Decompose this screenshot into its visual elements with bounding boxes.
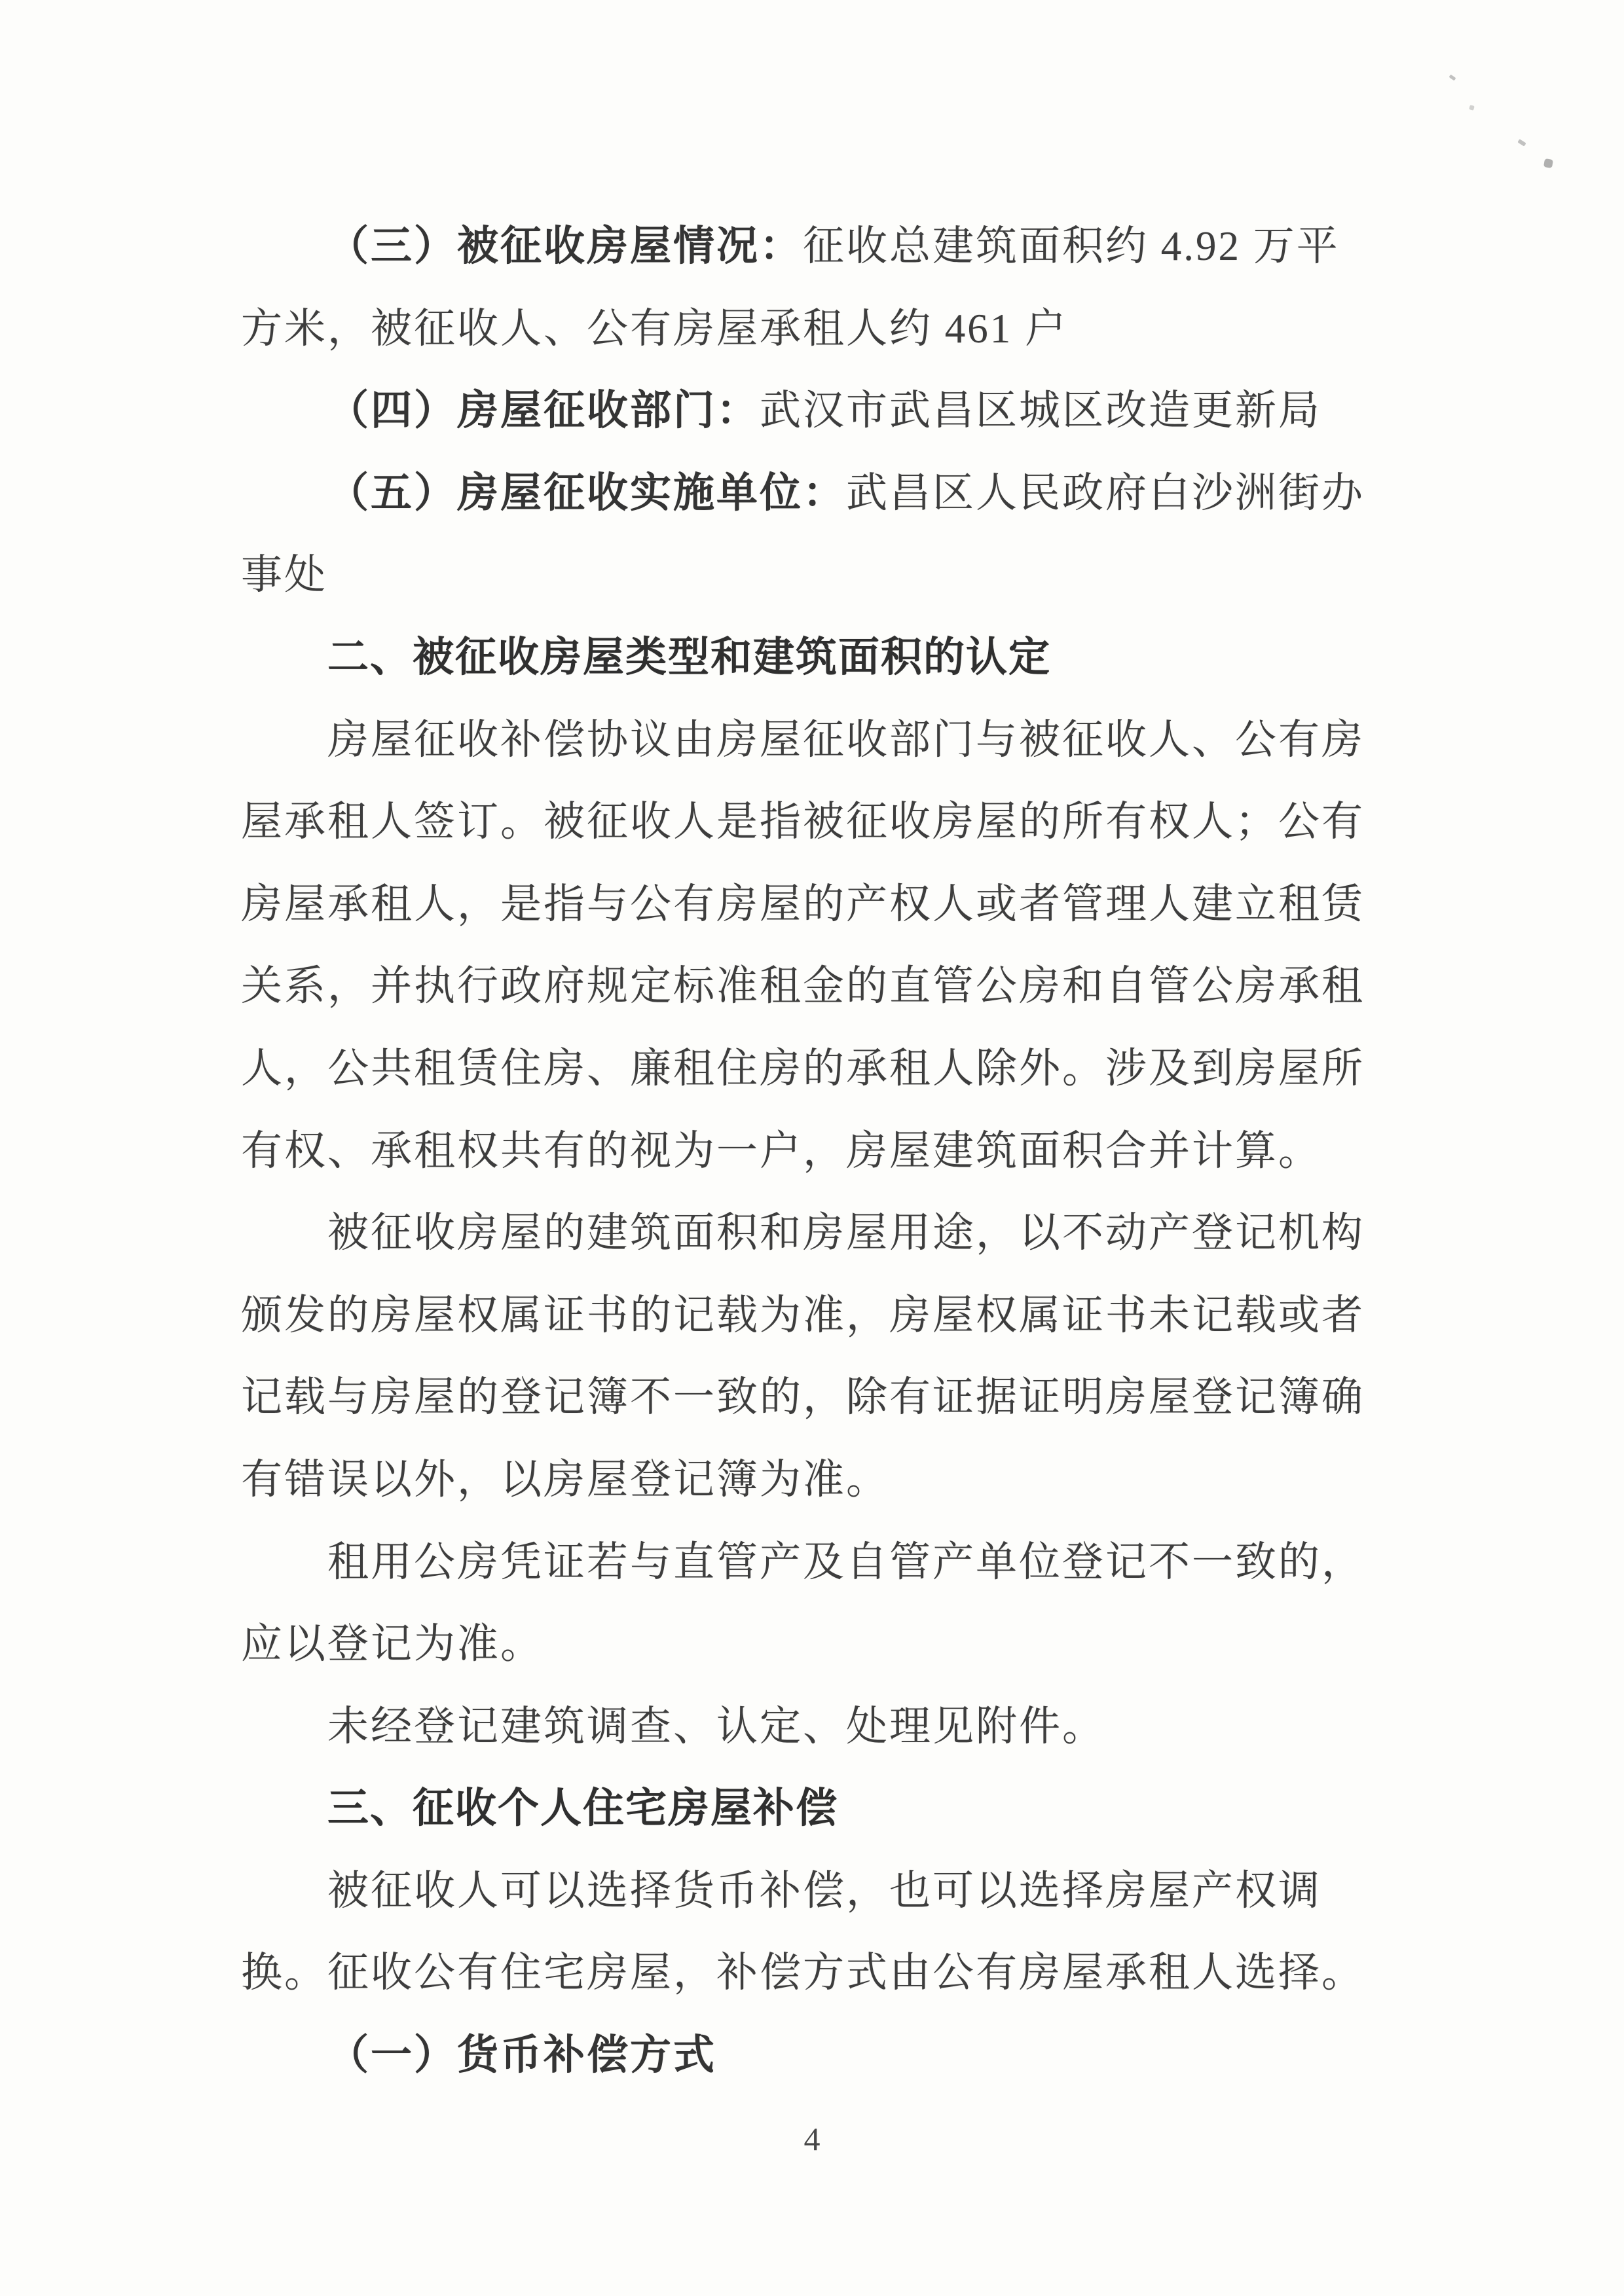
text-line [241,781,1384,864]
scan-speck [1469,105,1475,111]
scan-speck [1449,75,1456,81]
text-segment: 事处 [241,552,327,598]
text-line [241,1275,1384,1357]
scan-speck [1543,158,1553,168]
text-line [241,1603,1384,1686]
text-segment-kai: （四）房屋征收部门： [327,388,760,434]
text-line [241,1028,1384,1110]
document-body [241,206,1384,2097]
text-line [241,288,1384,371]
text-segment: 房屋征收补偿协议由房屋征收部门与被征收人、公有房 [327,716,1365,763]
text-segment-kai: （一）货币补偿方式 [327,2032,716,2079]
text-line [241,206,1384,288]
text-line [241,452,1384,535]
text-line [241,1110,1384,1193]
text-segment: 人，公共租赁住房、廉租住房的承租人除外。涉及到房屋所 [241,1045,1365,1091]
text-line [241,1522,1384,1604]
text-segment: 征收总建筑面积约 4.92 万平 [803,223,1340,269]
text-line [241,1357,1384,1439]
text-line [241,2014,1384,2097]
text-segment-hei: 二、被征收房屋类型和建筑面积的认定 [327,634,1051,680]
page-number: 4 [803,2121,821,2157]
text-segment: 未经登记建筑调查、认定、处理见附件。 [327,1703,1105,1749]
text-line [241,1439,1384,1522]
scan-speck [1517,139,1526,146]
text-segment: 有权、承租权共有的视为一户，房屋建筑面积合并计算。 [241,1127,1321,1174]
text-segment: 换。征收公有住宅房屋，补偿方式由公有房屋承租人选择。 [241,1950,1365,1996]
text-line [241,1192,1384,1275]
text-segment: 房屋承租人，是指与公有房屋的产权人或者管理人建立租赁 [241,881,1365,927]
text-line [241,370,1384,452]
text-line [241,699,1384,782]
text-segment: 应以登记为准。 [241,1621,544,1667]
text-line [241,1768,1384,1850]
text-segment: 关系，并执行政府规定标准租金的直管公房和自管公房承租 [241,963,1365,1010]
text-segment: 被征收房屋的建筑面积和房屋用途，以不动产登记机构 [327,1210,1365,1256]
text-segment: 方米，被征收人、公有房屋承租人约 461 户 [241,305,1068,352]
text-line [241,1850,1384,1933]
text-segment: 有错误以外，以房屋登记簿为准。 [241,1456,889,1503]
text-line [241,864,1384,946]
text-line [241,1932,1384,2014]
text-segment-kai: （三）被征收房屋情况： [327,223,803,269]
text-segment: 武汉市武昌区城区改造更新局 [760,388,1321,434]
text-line [241,945,1384,1028]
text-segment: 武昌区人民政府白沙洲街办 [846,469,1365,516]
text-line [241,617,1384,699]
text-segment: 记载与房屋的登记簿不一致的，除有证据证明房屋登记簿确 [241,1374,1365,1421]
text-line [241,534,1384,617]
text-segment: 屋承租人签订。被征收人是指被征收房屋的所有权人；公有 [241,799,1365,845]
text-segment: 被征收人可以选择货币补偿，也可以选择房屋产权调 [327,1867,1321,1914]
text-segment: 租用公房凭证若与直管产及自管产单位登记不一致的， [327,1539,1365,1585]
text-segment-kai: （五）房屋征收实施单位： [327,469,846,516]
text-segment: 颁发的房屋权属证书的记载为准，房屋权属证书未记载或者 [241,1292,1365,1338]
text-segment-hei: 三、征收个人住宅房屋补偿 [327,1785,838,1832]
text-line [241,1686,1384,1768]
